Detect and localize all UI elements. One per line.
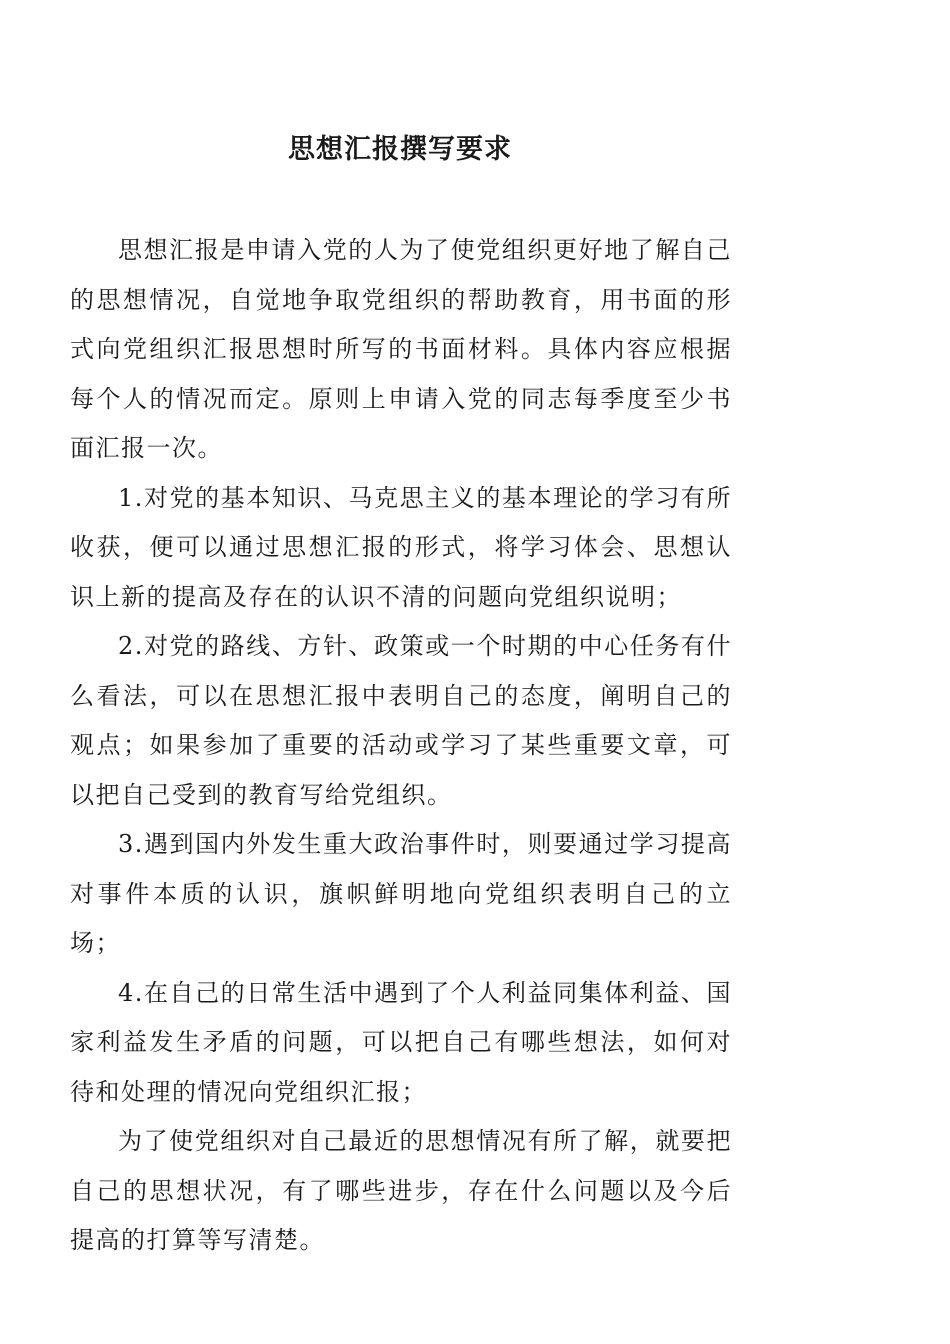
paragraph-item-4: 4.在自己的日常生活中遇到了个人利益同集体利益、国家利益发生矛盾的问题，可以把自己有哪些想法，如何对待和处理的情况向党组织汇报； — [70, 978, 732, 1106]
paragraph-item-3: 3.遇到国内外发生重大政治事件时，则要通过学习提高对事件本质的认识，旗帜鲜明地向党组织表明自己的立场； — [70, 830, 732, 957]
paragraph-item-2: 2.对党的路线、方针、政策或一个时期的中心任务有什么看法，可以在思想汇报中表明自己的态度，阐明自己的观点；如果参加了重要的活动或学习了某些重要文章，可以把自己受到的教育写给党组织。 — [70, 632, 732, 809]
paragraph-conclusion: 为了使党组织对自己最近的思想情况有所了解，就要把自己的思想状况，有了哪些进步，存在什么问题以及今后提高的打算等写清楚。 — [70, 1127, 732, 1254]
paragraph-item-1: 1.对党的基本知识、马克思主义的基本理论的学习有所收获，便可以通过思想汇报的形式，将学习体会、思想认识上新的提高及存在的认识不清的问题向党组织说明； — [70, 483, 732, 611]
document-title: 思想汇报撰写要求 — [288, 134, 512, 165]
document-body — [70, 226, 732, 1266]
paragraph-intro: 思想汇报是申请入党的人为了使党组织更好地了解自己的思想情况，自觉地争取党组织的帮助教育，用书面的形式向党组织汇报思想时所写的书面材料。具体内容应根据每个人的情况而定。原则上申请入党的同志每季度至少书面汇报一次。 — [70, 236, 732, 462]
